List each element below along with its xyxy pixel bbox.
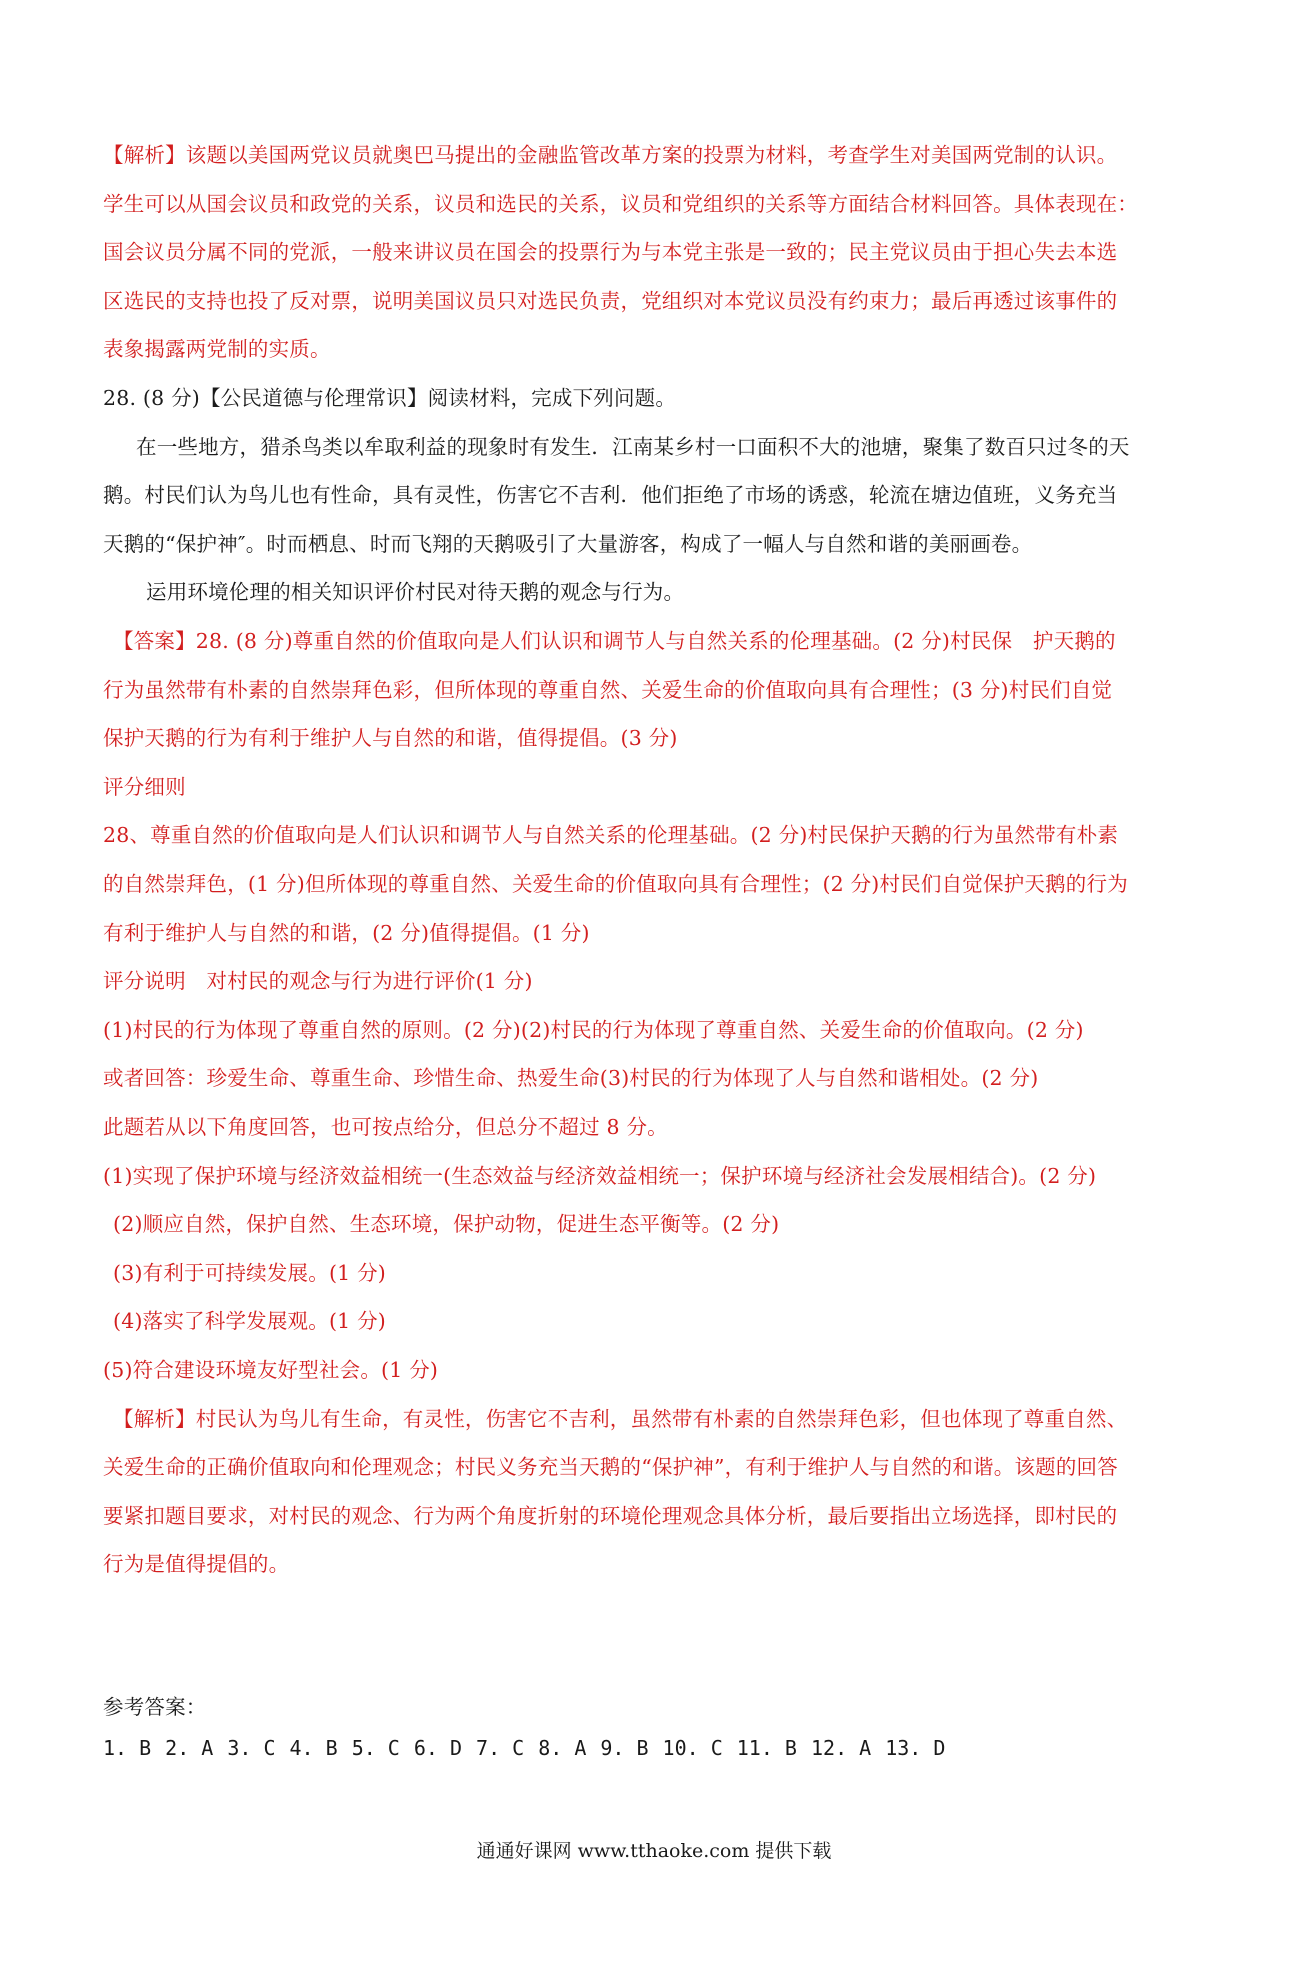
answer-item: 9. B: [600, 1736, 649, 1760]
text-line: 关爱生命的正确价值取向和伦理观念；村民义务充当天鹅的“保护神”，有利于维护人与自然的和谐。该题的回答: [103, 1455, 1118, 1479]
text-line: 国会议员分属不同的党派，一般来讲议员在国会的投票行为与本党主张是一致的；民主党议员由于担心失去本选: [103, 240, 1118, 264]
text-line: (1)村民的行为体现了尊重自然的原则。(2 分)(2)村民的行为体现了尊重自然、关爱生命的价值取向。(2 分): [103, 1018, 1084, 1042]
text-line: (5)符合建设环境友好型社会。(1 分): [103, 1358, 439, 1382]
answer-item: 12. A: [810, 1736, 872, 1760]
answer-item: 5. C: [351, 1736, 400, 1760]
text-line: (1)实现了保护环境与经济效益相统一(生态效益与经济效益相统一；保护环境与经济社会发展相结合)。(2 分): [103, 1164, 1097, 1188]
text-line: 鹅。村民们认为鸟儿也有性命，具有灵性，伤害它不吉利．他们拒绝了市场的诱惑，轮流在塘边值班，义务充当: [103, 483, 1118, 507]
answer-item: 8. A: [538, 1736, 587, 1760]
answer-item: 6. D: [413, 1736, 463, 1760]
page-footer: 通通好课网 www.tthaoke.com 提供下载: [476, 1840, 832, 1862]
text-line: 的自然崇拜色，(1 分)但所体现的尊重自然、关爱生命的价值取向具有合理性；(2 分)村民们自觉保护天鹅的行为: [103, 872, 1128, 896]
text-line: 【答案】28. (8 分)尊重自然的价值取向是人们认识和调节人与自然关系的伦理基础。(2 分)村民保 护天鹅的: [113, 629, 1116, 653]
text-line: (4)落实了科学发展观。(1 分): [113, 1309, 386, 1333]
text-line: 28、尊重自然的价值取向是人们认识和调节人与自然关系的伦理基础。(2 分)村民保护天鹅的行为虽然带有朴素: [103, 823, 1119, 847]
text-line: 要紧扣题目要求，对村民的观念、行为两个角度折射的环境伦理观念具体分析，最后要指出立场选择，即村民的: [103, 1504, 1118, 1528]
text-line: 【解析】该题以美国两党议员就奥巴马提出的金融监管改革方案的投票为材料，考查学生对美国两党制的认识。: [103, 143, 1118, 167]
text-line: 或者回答：珍爱生命、尊重生命、珍惜生命、热爱生命(3)村民的行为体现了人与自然和谐相处。(2 分): [103, 1066, 1039, 1090]
text-line: 在一些地方，猎杀鸟类以牟取利益的现象时有发生．江南某乡村一口面积不大的池塘，聚集了数百只过冬的天: [136, 435, 1130, 459]
text-line: 区选民的支持也投了反对票，说明美国议员只对选民负责，党组织对本党议员没有约束力；最后再透过该事件的: [103, 289, 1118, 313]
text-line: 保护天鹅的行为有利于维护人与自然的和谐，值得提倡。(3 分): [103, 726, 678, 750]
answer-item: 13. D: [885, 1736, 946, 1760]
text-line: 有利于维护人与自然的和谐，(2 分)值得提倡。(1 分): [103, 921, 590, 945]
text-line: 学生可以从国会议员和政党的关系，议员和选民的关系，议员和党组织的关系等方面结合材料回答。具体表现在：: [103, 192, 1138, 216]
text-line: 表象揭露两党制的实质。: [103, 337, 331, 361]
answer-item: 1. B: [103, 1736, 152, 1760]
answer-item: 3. C: [227, 1736, 276, 1760]
text-line: (2)顺应自然，保护自然、生态环境，保护动物，促进生态平衡等。(2 分): [113, 1212, 780, 1236]
text-line: 运用环境伦理的相关知识评价村民对待天鹅的观念与行为。: [146, 580, 685, 604]
text-line: 行为是值得提倡的。: [103, 1552, 290, 1576]
answer-item: 10. C: [662, 1736, 723, 1760]
reference-answer-list: [103, 1736, 959, 1760]
text-line: 天鹅的“保护神″。时而栖息、时而飞翔的天鹅吸引了大量游客，构成了一幅人与自然和谐的美丽画卷。: [103, 532, 1033, 556]
answer-item: 11. B: [736, 1736, 797, 1760]
answer-item: 4. B: [289, 1736, 338, 1760]
text-line: 此题若从以下角度回答，也可按点给分，但总分不超过 8 分。: [103, 1115, 668, 1139]
answer-item: 7. C: [476, 1736, 525, 1760]
text-line: 【解析】村民认为鸟儿有生命，有灵性，伤害它不吉利，虽然带有朴素的自然崇拜色彩，但也体现了尊重自然、: [113, 1407, 1128, 1431]
text-line: 评分说明 对村民的观念与行为进行评价(1 分): [103, 969, 533, 993]
answer-item: 2. A: [165, 1736, 214, 1760]
reference-heading: 参考答案：: [103, 1695, 207, 1719]
text-line: 行为虽然带有朴素的自然崇拜色彩，但所体现的尊重自然、关爱生命的价值取向具有合理性；(3 分)村民们自觉: [103, 678, 1113, 702]
text-line: 评分细则: [103, 775, 186, 799]
text-line: (3)有利于可持续发展。(1 分): [113, 1261, 386, 1285]
text-line: 28. (8 分)【公民道德与伦理常识】阅读材料，完成下列问题。: [103, 386, 677, 410]
